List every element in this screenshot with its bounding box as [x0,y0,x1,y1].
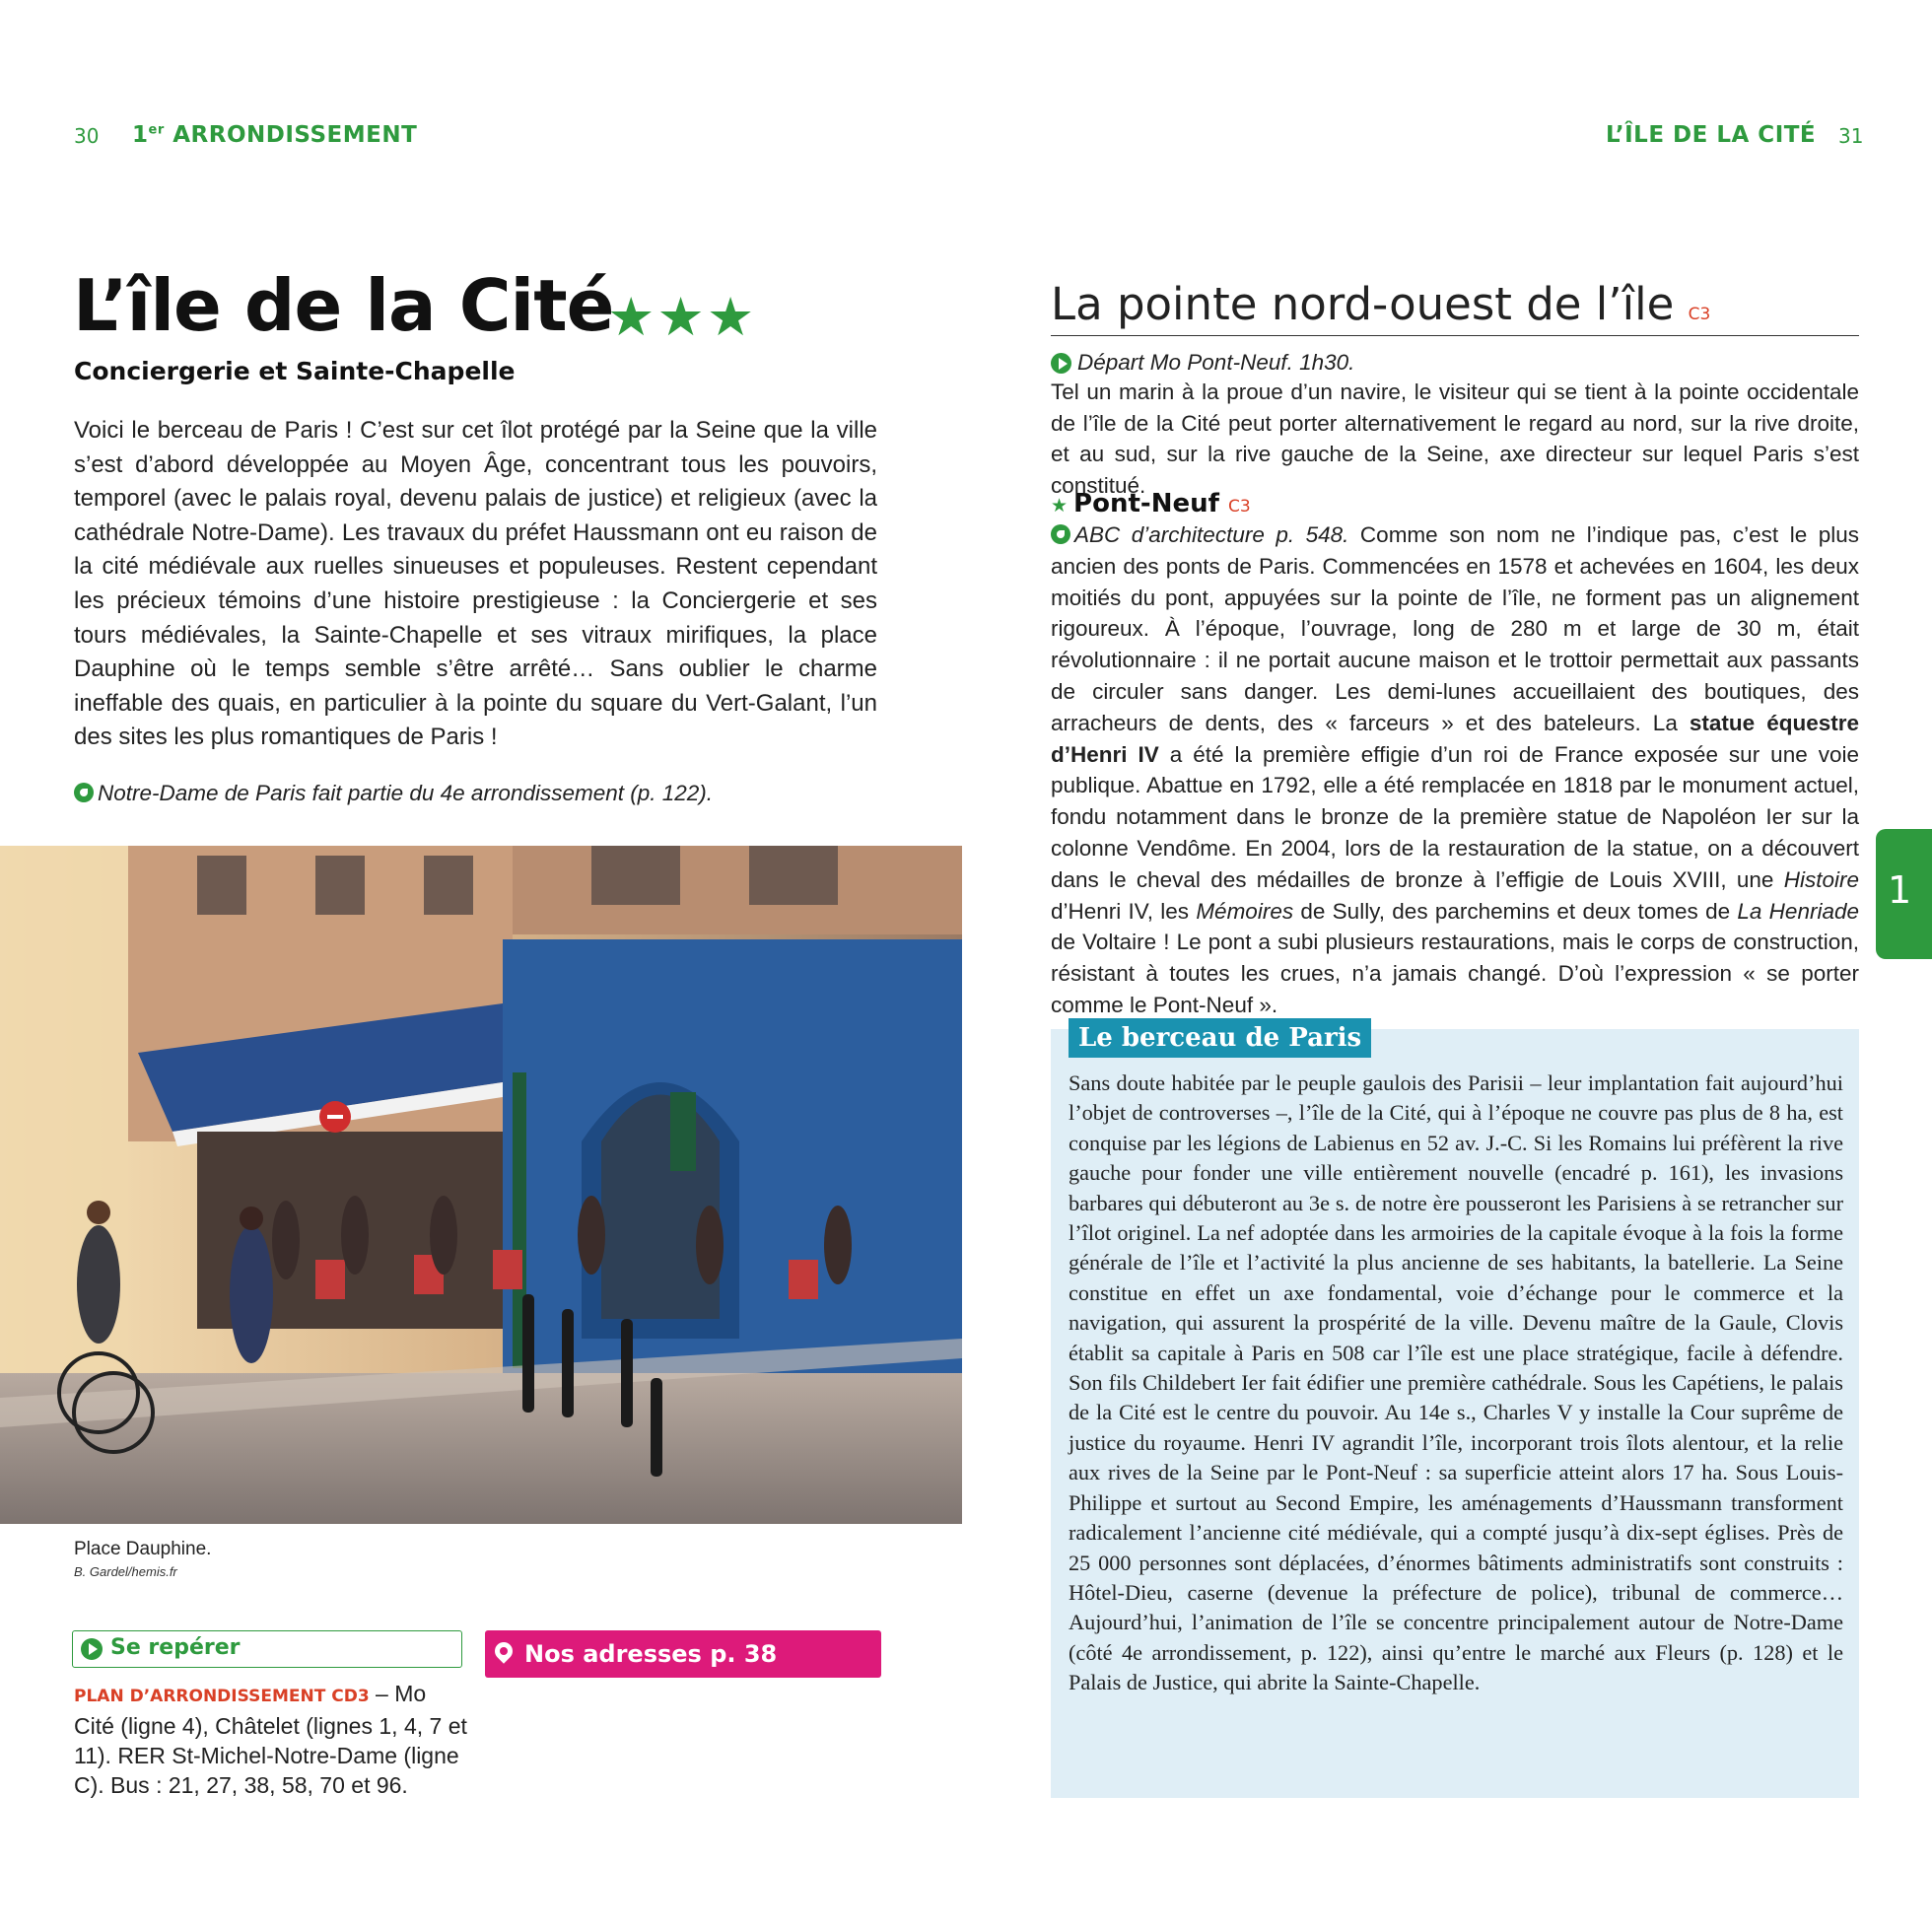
nos-adresses-label: Nos adresses p. 38 [524,1640,778,1668]
pont-neuf-title: Pont-Neuf [1073,489,1219,518]
se-reperer-box [72,1630,462,1668]
pont-neuf-paragraph [1051,519,1859,1021]
plan-label: PLAN D’ARRONDISSEMENT CD3 [74,1687,370,1706]
pont-neuf-statue: statue équestre d’Henri IV [1051,710,1860,767]
nos-adresses-box [485,1630,881,1678]
intro-paragraph: Voici le berceau de Paris ! C’est sur cet îlot protégé par la Seine que la ville s’est d’abord développée au Moyen Âge, concentrant tous les pouvoirs, temporel (avec le palais royal, devenu palais de justice) et religieux (avec la cathédrale Notre-Dame). Les travaux du préfet Haussmann ont eu raison de la cité médiévale aux ruelles sinueuses et populeuses. Restent cependant les précieux témoins d’une histoire prestigieuse : la Conciergerie et ses tours médiévales, la Sainte-Chapelle et ses vitraux mirifiques, la place Dauphine où le temps semble s’être arrêté… Sans oublier le charme ineffable des quais, en particulier à la pointe du square du Vert-Galant, l’un des sites les plus romantiques de Paris ! [74,417,877,751]
play-icon [1051,353,1071,374]
page-subtitle: Conciergerie et Sainte-Chapelle [74,357,516,385]
pont-neuf-map-ref: C3 [1227,497,1251,517]
page-number-right: 31 [1838,124,1864,148]
running-head-number: 1 [132,122,149,148]
section-title [1051,278,1710,330]
section-rule [1051,335,1859,336]
pont-neuf-italic-memoires: Mémoires [1196,898,1294,924]
section-map-ref: C3 [1688,305,1711,324]
map-pin-icon [491,1638,516,1663]
photo-illustration [0,846,962,1524]
page-title: L’île de la Cité [73,264,614,347]
access-text: – Mo Cité (ligne 4), Châtelet (lignes 1, 4, 7 et 11). RER St-Michel-Notre-Dame (ligne C). Bus : 21, 27, 38, 58, 70 et 96. [74,1681,467,1798]
pont-neuf-italic-histoire: Histoire [1783,866,1859,892]
sidebar-box-title: Le berceau de Paris [1069,1018,1371,1058]
chapter-tab-number: 1 [1888,868,1912,912]
pont-neuf-text-5: de Voltaire ! Le pont a subi plusieurs restaurations, mais le corps de construction, résistant à toutes les crues, n’a jamais changé. D’où l’expression « se porter comme le Pont-Neuf ». [1051,930,1859,1017]
pont-neuf-text-2: a été la première effigie d’un roi de France exposée sur une voie publique. Abattue en 1792, elle a été remplacée en 1818 par le monument actuel, fondu notamment dans le bronze de la première statue de Napoléon Ier sur la colonne Vendôme. En 2004, lors de la restauration de la statue, on a découvert dans le cheval des médailles de bronze à l’effigie de Louis XVIII, une [1051,741,1859,892]
pont-neuf-text-3: d’Henri IV, les [1051,898,1197,924]
running-head-label: ARRONDISSEMENT [164,122,418,148]
pont-neuf-text-4: de Sully, des parchemins et deux tomes de [1293,898,1738,924]
page-number-left: 30 [74,124,100,148]
photo-caption: Place Dauphine. [74,1539,212,1559]
depart-text: Départ Mo Pont-Neuf. 1h30. [1077,350,1355,375]
photo-place-dauphine [0,846,962,1524]
running-head-left [132,122,417,148]
crossref-text: Notre-Dame de Paris fait partie du 4e arrondissement (p. 122). [98,781,714,805]
section-title-text: La pointe nord-ouest de l’île [1051,278,1675,330]
pont-neuf-heading [1051,489,1251,518]
crossref-icon [1051,524,1070,544]
sidebar-box-text: Sans doute habitée par le peuple gaulois des Parisii – leur implantation fait aujourd’hui l’objet de controverses –, l’île de la Cité, qui à l’époque ne couvre pas plus de 8 ha, est conquise par les légions de Labienus en 52 av. J.-C. Si les Romains lui préfèrent la rive gauche pour fonder une ville entièrement nouvelle (encadré p. 161), les invasions barbares qui débuteront au 3e s. de notre ère pousseront les Parisiens à se retrancher sur l’îlot originel. La nef adoptée dans les armoiries de la capitale évoque à la fois la forme générale de l’île et l’activité la plus ancienne de ses habitants, la batellerie. La Seine constitue en effet un axe fondamental, voie d’échange pour le commerce et la navigation, qui assurent la prospérité de la ville. Devenu maître de la Gaule, Clovis établit sa capitale à Paris en 508 car l’île est une place stratégique, facile à défendre. Son fils Childebert Ier fait édifier une première cathédrale. Sous les Capétiens, le palais de la Cité est le centre du pouvoir. Au 14e s., Charles V y installe la Cour suprême de justice du royaume. Henri IV agrandit l’île, incorporant trois îlots alentour, et la relie aux rives de la Seine par le Pont-Neuf : sa superficie atteint alors 17 ha. Sous Louis-Philippe et surtout au Second Empire, les aménagements d’Haussmann transforment radicalement l’ancienne cité médiévale, qui a compté jusqu’à dix-sept églises. Près de 25 000 personnes sont déplacées, d’énormes bâtiments administratifs sont construits : Hôtel-Dieu, caserne (devenue la préfecture de police), tribunal de commerce… Aujourd’hui, l’animation de l’île se concentre principalement autour de Notre-Dame (côté 4e arrondissement, p. 122), ainsi qu’entre le marché aux Fleurs (p. 128) et le Palais de Justice, qui abrite la Sainte-Chapelle. [1069,1070,1843,1695]
running-head-sup: er [148,122,165,138]
photo-credit: B. Gardel/hemis.fr [74,1564,177,1579]
play-icon [81,1638,103,1660]
pont-neuf-ref: ABC d’architecture p. 548. [1074,522,1349,547]
depart-line [1051,349,1354,376]
star-icon: ★ [1051,495,1069,517]
crossref-note [74,781,713,806]
pont-neuf-italic-henriade: La Henriade [1737,898,1859,924]
running-head-right: L’ÎLE DE LA CITÉ [1606,122,1817,148]
access-info [74,1679,468,1800]
crossref-icon [74,783,94,802]
chapter-tab[interactable] [1876,829,1932,959]
section-intro-paragraph: Tel un marin à la proue d’un navire, le visiteur qui se tient à la pointe occidentale de l’île de la Cité peut porter alternativement le regard au nord, sur la rive droite, et au sud, sur la rive gauche de la Seine, axe directeur sur lequel Paris s’est constitué. [1051,380,1859,499]
rating-stars: ★★★ [607,286,757,348]
pont-neuf-text-1: Comme son nom ne l’indique pas, c’est le plus ancien des ponts de Paris. Commencées en 1578 et achevées en 1604, les deux moitiés du pont, appuyées sur la pointe de l’île, ne forment pas un alignement rigoureux. À l’époque, l’ouvrage, long de 280 m et large de 30 m, était révolutionnaire : il ne portait aucune maison et le trottoir permettait aux passants de circuler sans danger. Les demi-lunes accueillaient des boutiques, des arracheurs de dents, des « farceurs » et des bateleurs. La [1051,522,1859,735]
se-reperer-label: Se repérer [110,1635,241,1660]
